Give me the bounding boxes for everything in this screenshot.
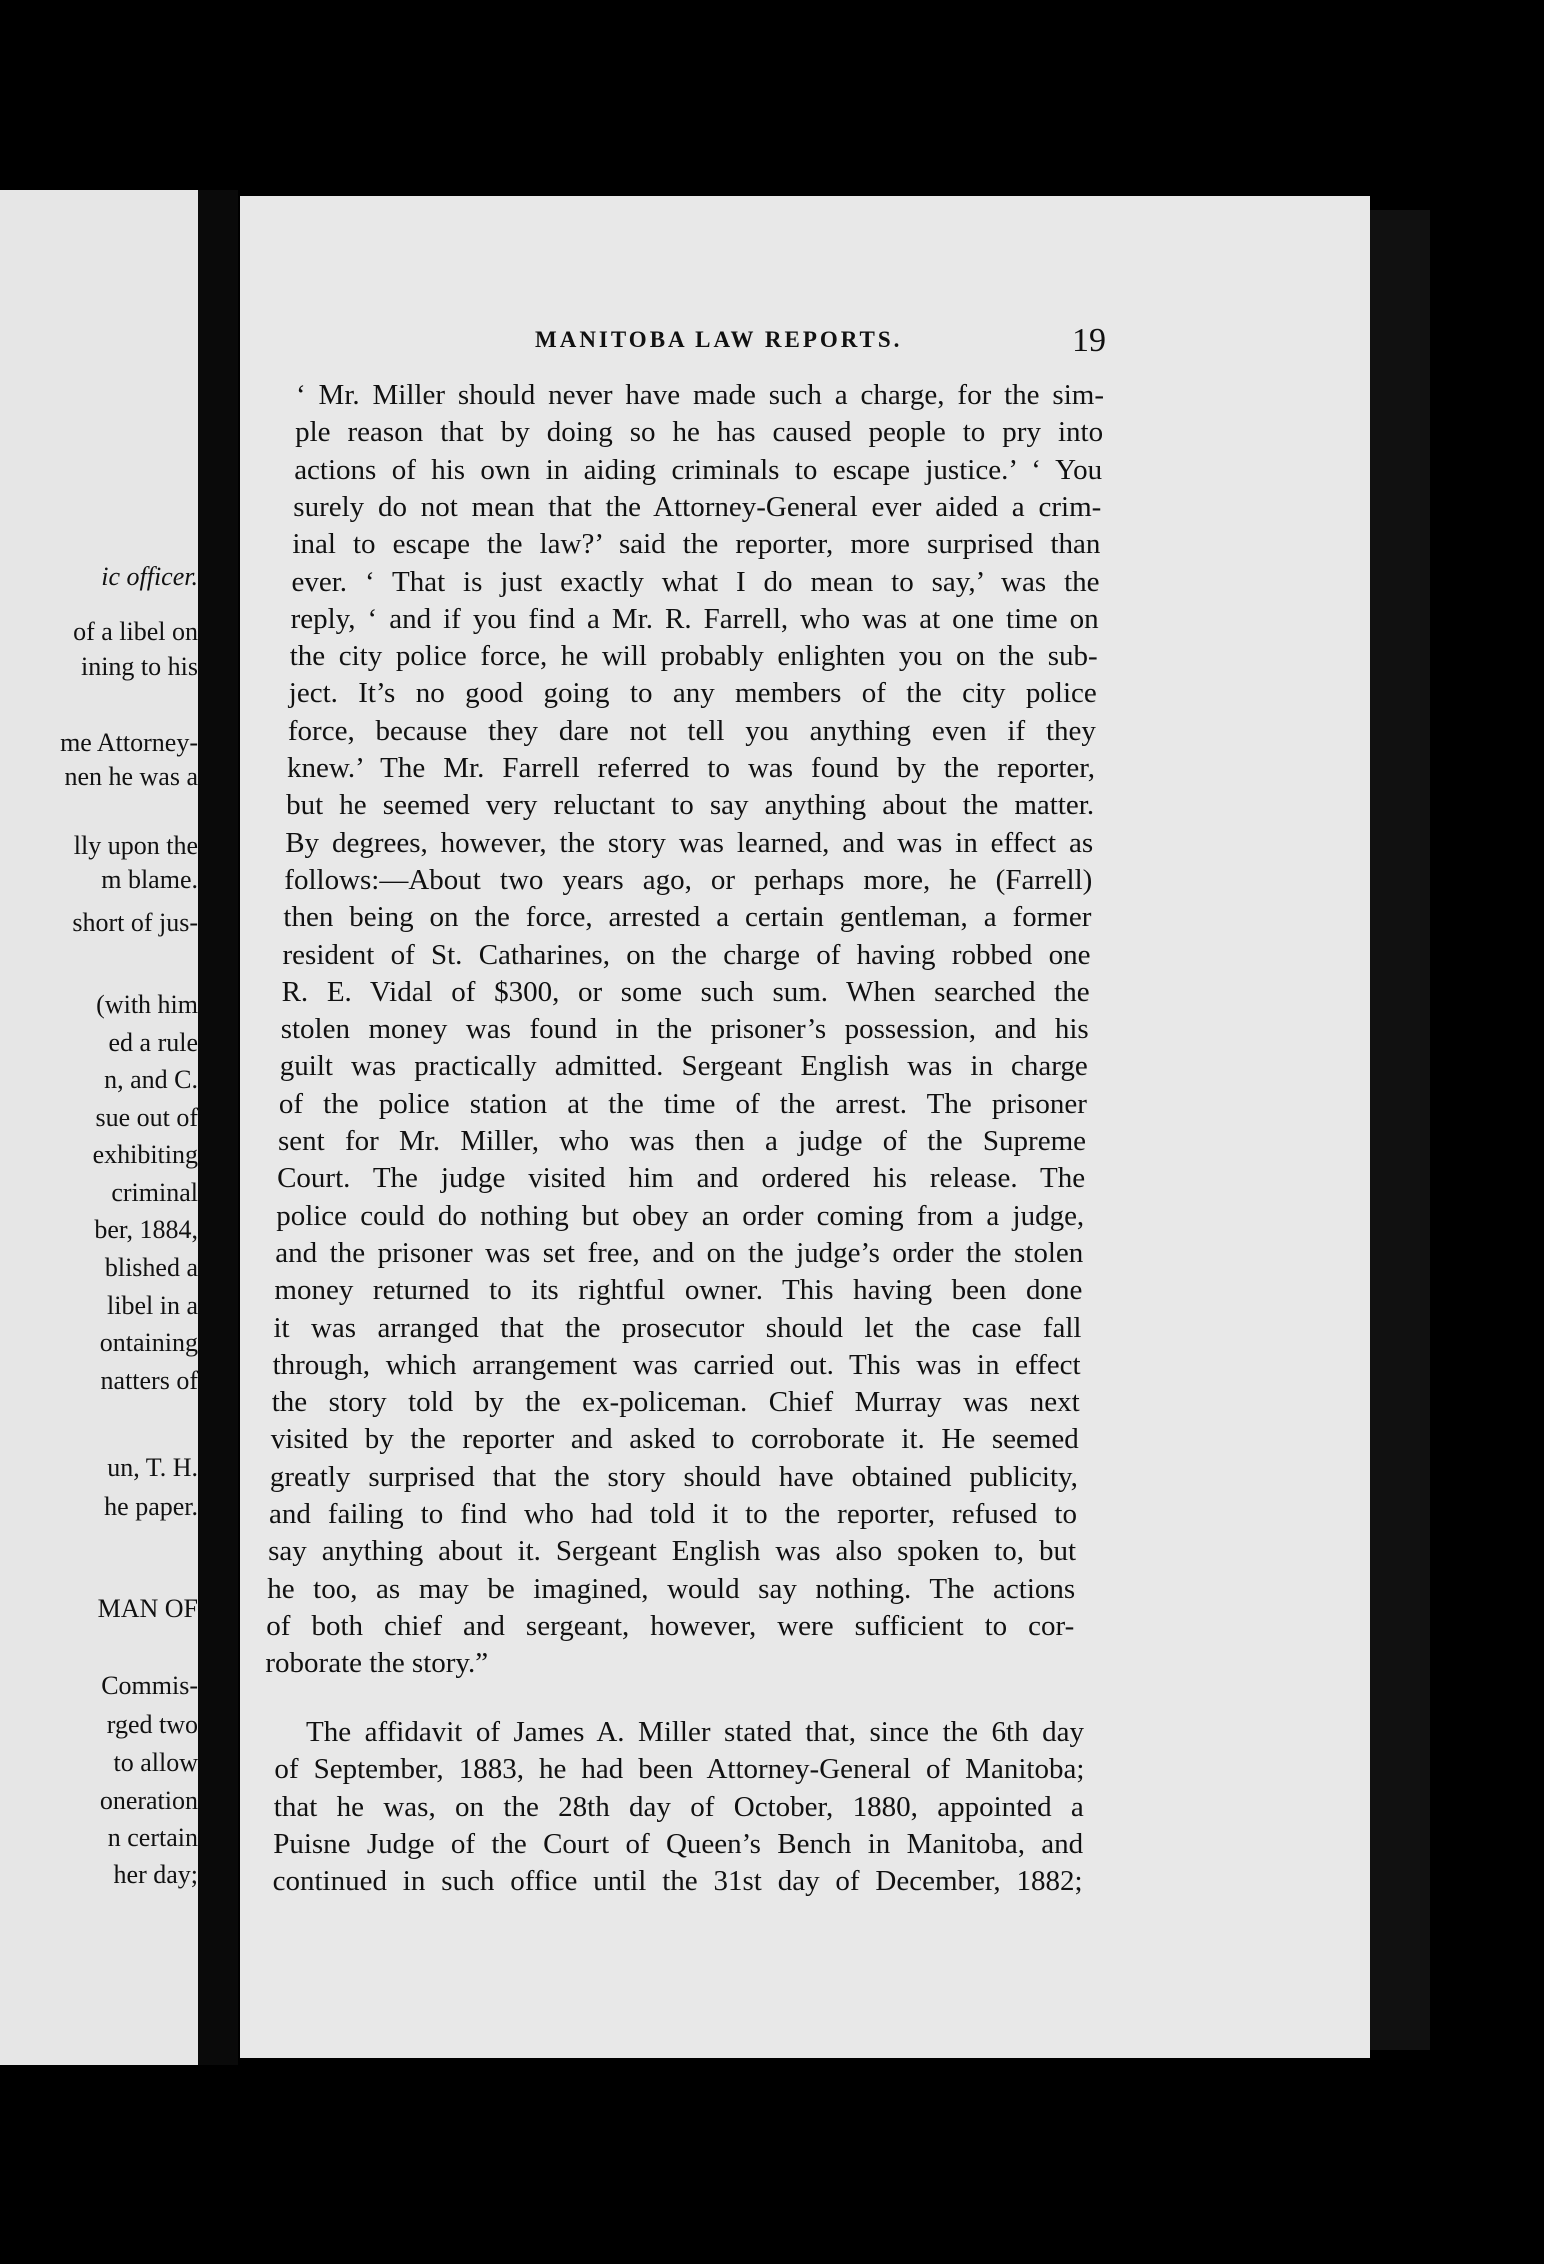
book-gutter: [198, 190, 238, 2065]
left-page-line: ining to his: [80, 652, 198, 681]
text-line: and the prisoner was set free, and on the judge’s order the stolen: [275, 1236, 1084, 1269]
left-page-line: m blame.: [101, 865, 198, 894]
text-line: but he seemed very reluctant to say anything about the matter.: [286, 789, 1095, 822]
text-line: surely do not mean that the Attorney-General ever aided a crim-: [293, 490, 1102, 523]
left-page-line: of a libel on: [73, 617, 198, 646]
left-page-line: Commis-: [101, 1671, 198, 1700]
text-line: greatly surprised that the story should have obtained publicity,: [269, 1460, 1078, 1493]
left-page-line: lly upon the: [73, 831, 198, 860]
text-line: it was arranged that the prosecutor should let the case fall: [273, 1311, 1082, 1344]
left-page-line: libel in a: [107, 1291, 198, 1320]
text-line: Puisne Judge of the Court of Queen’s Bench in Manitoba, and: [273, 1827, 1084, 1860]
text-line: he too, as may be imagined, would say nothing. The actions: [267, 1572, 1076, 1605]
left-page-line: ed a rule: [108, 1028, 198, 1057]
left-page-line: un, T. H.: [107, 1453, 198, 1482]
left-page-line: her day;: [113, 1860, 198, 1889]
left-page-line: exhibiting: [92, 1140, 198, 1169]
left-page-line: oneration: [99, 1786, 198, 1815]
text-line: the story told by the ex-policeman. Chief Murray was next: [271, 1386, 1080, 1419]
text-line: R. E. Vidal of $300, or some such sum. When searched the: [281, 975, 1090, 1008]
left-page-line: nen he was a: [64, 762, 198, 791]
text-line: force, because they dare not tell you anything even if they: [287, 714, 1096, 747]
text-line: of both chief and sergeant, however, were sufficient to cor-: [266, 1609, 1075, 1642]
page-number: 19: [1072, 322, 1106, 359]
left-facing-page: [0, 190, 198, 2065]
text-line: through, which arrangement was carried out. This was in effect: [272, 1348, 1081, 1381]
left-page-line: natters of: [100, 1366, 198, 1395]
text-line: ‘ Mr. Miller should never have made such a charge, for the sim-: [296, 379, 1104, 411]
text-line: follows:—About two years ago, or perhaps more, he (Farrell): [284, 863, 1093, 896]
text-line: say anything about it. Sergeant English was also spoken to, but: [268, 1535, 1077, 1568]
text-line: the city police force, he will probably enlighten you on the sub-: [289, 640, 1098, 673]
left-page-line: n certain: [107, 1823, 198, 1852]
left-page-line: ber, 1884,: [94, 1215, 198, 1244]
text-line: resident of St. Catharines, on the charge of having robbed one: [282, 938, 1091, 971]
text-line: inal to escape the law?’ said the reporter, more surprised than: [292, 528, 1101, 561]
text-line: actions of his own in aiding criminals to escape justice.’ ‘ You: [294, 453, 1103, 486]
left-page-line: n, and C.: [104, 1065, 198, 1094]
text-line: then being on the force, arrested a certain gentleman, a former: [283, 901, 1092, 934]
text-line: knew.’ The Mr. Farrell referred to was found by the reporter,: [287, 752, 1095, 784]
left-page-line: MAN OF: [97, 1594, 198, 1623]
text-line: ject. It’s no good going to any members of the city police: [288, 677, 1097, 710]
text-line: By degrees, however, the story was learned, and was in effect as: [285, 826, 1094, 859]
text-line: of September, 1883, he had been Attorney-General of Manitoba;: [274, 1753, 1085, 1786]
left-page-line: to allow: [113, 1748, 198, 1777]
page-edge-shadow: [1370, 210, 1430, 2050]
text-line: of the police station at the time of the arrest. The prisoner: [278, 1087, 1087, 1120]
left-page-line: (with him: [96, 990, 198, 1019]
left-page-line: blished a: [104, 1253, 198, 1282]
text-line: Court. The judge visited him and ordered his release. The: [277, 1162, 1086, 1195]
text-line: ple reason that by doing so he has caused people to pry into: [295, 416, 1104, 449]
text-line: money returned to its rightful owner. This having been done: [274, 1274, 1083, 1307]
text-line: roborate the story.”: [265, 1647, 489, 1680]
left-page-line: he paper.: [104, 1492, 198, 1521]
text-line: reply, ‘ and if you find a Mr. R. Farrell, who was at one time on: [290, 602, 1099, 635]
left-page-line: sue out of: [95, 1103, 198, 1132]
text-line: ever. ‘ That is just exactly what I do mean to say,’ was the: [291, 565, 1100, 598]
left-page-line: criminal: [111, 1178, 198, 1207]
text-line: stolen money was found in the prisoner’s possession, and his: [280, 1013, 1089, 1046]
left-page-line: ontaining: [99, 1328, 198, 1357]
running-title: MANITOBA LAW REPORTS.: [535, 327, 903, 352]
left-page-line: ic officer.: [101, 562, 198, 591]
left-page-line: me Attorney-: [60, 728, 198, 757]
text-line: that he was, on the 28th day of October, 1880, appointed a: [273, 1790, 1084, 1823]
text-line: sent for Mr. Miller, who was then a judge of the Supreme: [278, 1125, 1086, 1157]
text-line: guilt was practically admitted. Sergeant English was in charge: [279, 1050, 1088, 1083]
text-line: continued in such office until the 31st day of December, 1882;: [272, 1865, 1083, 1898]
left-page-line: rged two: [106, 1710, 198, 1739]
text-line: police could do nothing but obey an order coming from a judge,: [276, 1199, 1085, 1232]
text-line: The affidavit of James A. Miller stated that, since the 6th day: [306, 1716, 1084, 1748]
left-page-line: short of jus-: [72, 908, 198, 937]
text-line: and failing to find who had told it to the reporter, refused to: [269, 1498, 1077, 1530]
text-line: visited by the reporter and asked to corroborate it. He seemed: [270, 1423, 1079, 1456]
